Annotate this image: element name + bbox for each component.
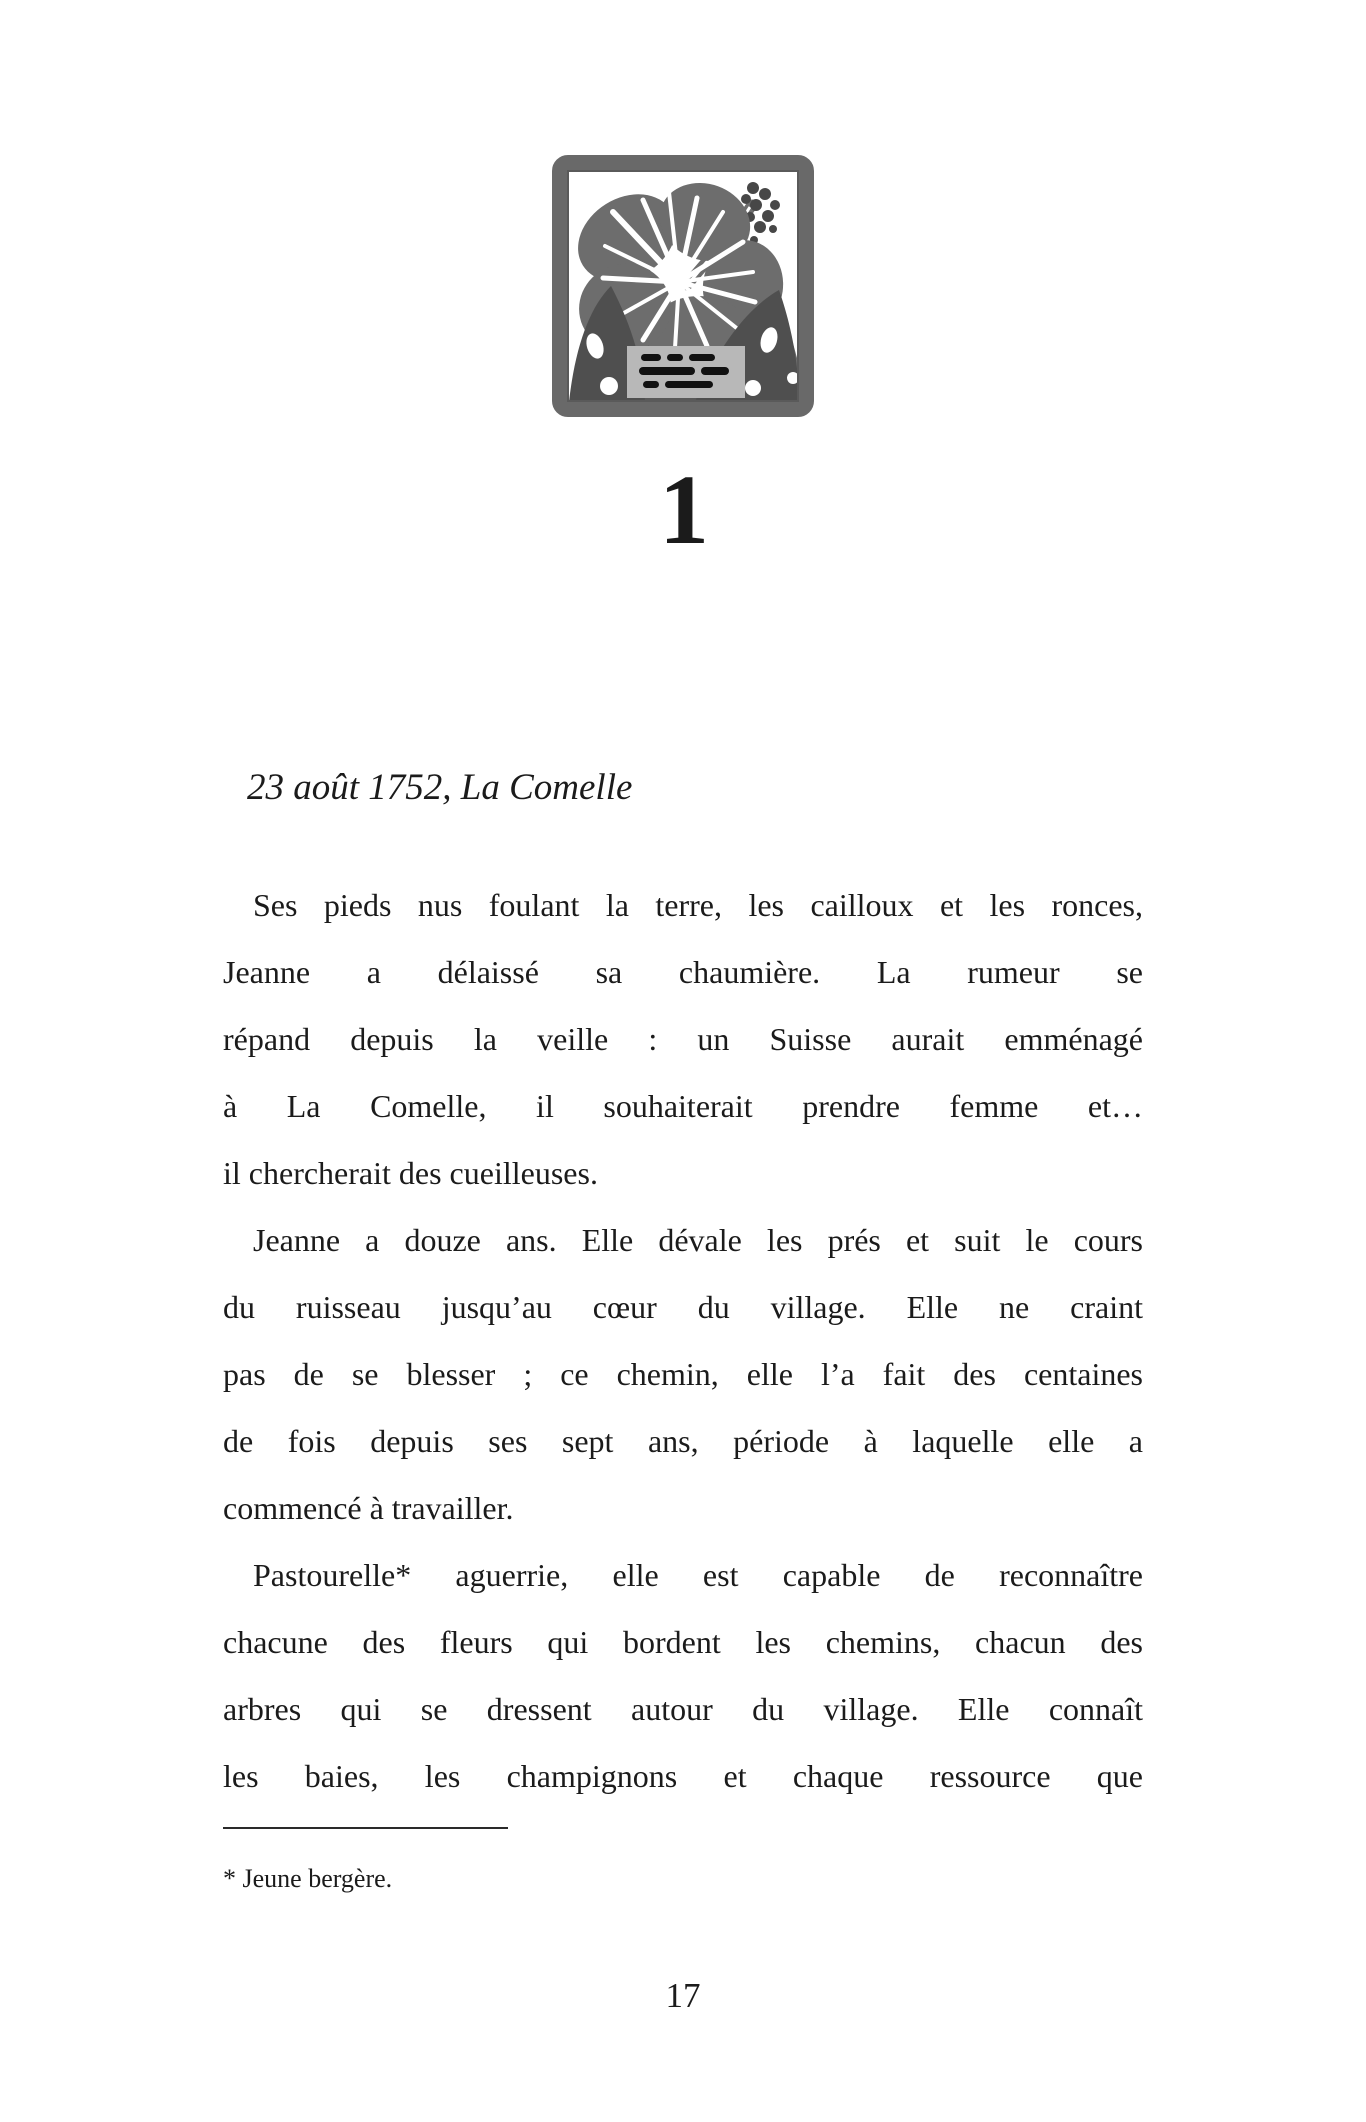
body-text-line: répand depuis la veille : un Suisse aurait emménagé — [223, 1021, 1143, 1057]
body-text-line: chacune des fleurs qui bordent les chemins, chacun des — [223, 1624, 1143, 1660]
dateline: 23 août 1752, La Comelle — [247, 767, 633, 808]
body-text-line: les baies, les champignons et chaque ressource que — [223, 1758, 1143, 1794]
body-text-line: Jeanne a délaissé sa chaumière. La rumeur se — [223, 954, 1143, 990]
body-text-line: Pastourelle* aguerrie, elle est capable de reconnaître — [253, 1557, 1143, 1593]
footnote-rule — [223, 1827, 508, 1829]
body-text-line: arbres qui se dressent autour du village. Elle connaît — [223, 1691, 1143, 1727]
body-text-line: pas de se blesser ; ce chemin, elle l’a fait des centaines — [223, 1356, 1143, 1392]
body-text-line: du ruisseau jusqu’au cœur du village. Elle ne craint — [223, 1289, 1143, 1325]
page-number: 17 — [665, 1976, 701, 2015]
body-text-line: de fois depuis ses sept ans, période à laquelle elle a — [223, 1423, 1143, 1459]
body-text-line: commencé à travailler. — [223, 1490, 514, 1526]
chapter-number: 1 — [659, 454, 707, 565]
body-text — [223, 872, 1143, 1810]
hibiscus-illustration — [547, 150, 819, 422]
plaque — [627, 346, 745, 398]
body-text-line: il chercherait des cueilleuses. — [223, 1155, 598, 1191]
body-text-line: Ses pieds nus foulant la terre, les cailloux et les ronces, — [253, 887, 1143, 923]
body-text-line: à La Comelle, il souhaiterait prendre femme et… — [223, 1088, 1143, 1124]
footnote: * Jeune bergère. — [223, 1864, 393, 1893]
body-text-line: Jeanne a douze ans. Elle dévale les prés et suit le cours — [253, 1222, 1143, 1258]
